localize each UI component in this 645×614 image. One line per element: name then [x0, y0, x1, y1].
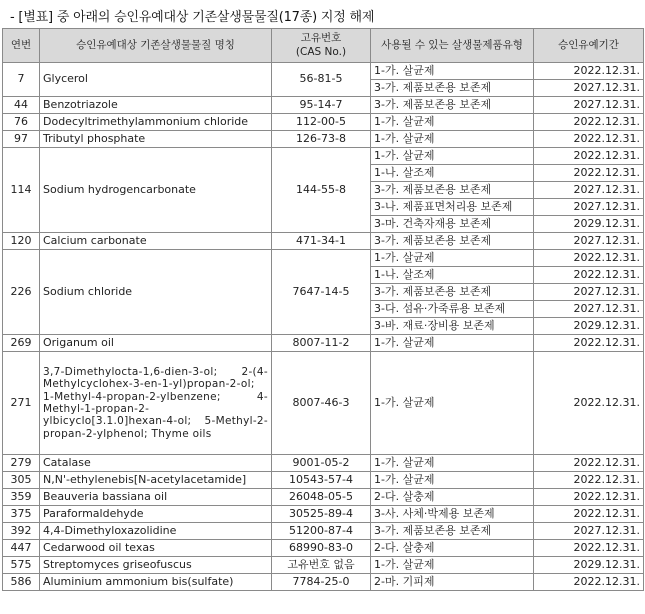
cell-no: 269 [3, 335, 40, 352]
cell-substance-name: Sodium hydrogencarbonate [40, 148, 272, 233]
cell-deferral-date: 2027.12.31. [534, 233, 644, 250]
page-title: - [별표] 중 아래의 승인유예대상 기존살생물물질(17종) 지정 해제 [10, 10, 375, 25]
cell-substance-name: Beauveria bassiana oil [40, 489, 272, 506]
cell-product-type: 1-가. 살균제 [371, 352, 534, 455]
cell-product-type: 1-가. 살균제 [371, 63, 534, 80]
table-row [3, 233, 644, 250]
table-row [3, 489, 644, 506]
cell-product-type: 1-가. 살균제 [371, 335, 534, 352]
cell-cas-number: 26048-05-5 [272, 489, 371, 506]
cell-no: 114 [3, 148, 40, 233]
cell-product-type: 1-가. 살균제 [371, 131, 534, 148]
cell-no: 447 [3, 540, 40, 557]
cell-deferral-date: 2029.12.31. [534, 318, 644, 335]
cell-cas-number: 8007-11-2 [272, 335, 371, 352]
cell-cas-number: 9001-05-2 [272, 455, 371, 472]
cell-product-type: 3-가. 제품보존용 보존제 [371, 523, 534, 540]
cell-cas-number: 고유번호 없음 [272, 557, 371, 574]
cell-product-type: 2-마. 기피제 [371, 574, 534, 591]
cell-cas-number: 144-55-8 [272, 148, 371, 233]
header-date: 승인유예기간 [534, 29, 644, 63]
cell-product-type: 3-다. 섬유·가죽류용 보존제 [371, 301, 534, 318]
cell-product-type: 1-가. 살균제 [371, 557, 534, 574]
header-cas-line2: (CAS No.) [295, 45, 347, 58]
cell-substance-name: Streptomyces griseofuscus [40, 557, 272, 574]
cell-deferral-date: 2022.12.31. [534, 148, 644, 165]
table-row [3, 540, 644, 557]
cell-substance-name: Tributyl phosphate [40, 131, 272, 148]
cell-no: 44 [3, 97, 40, 114]
table-row [3, 131, 644, 148]
cell-product-type: 1-나. 살조제 [371, 267, 534, 284]
table-row [3, 472, 644, 489]
substance-table [2, 28, 644, 591]
cell-deferral-date: 2027.12.31. [534, 523, 644, 540]
cell-deferral-date: 2022.12.31. [534, 131, 644, 148]
cell-no: 7 [3, 63, 40, 97]
table-row [3, 523, 644, 540]
header-cas-line1: 고유번호 [300, 32, 342, 45]
cell-substance-name: Aluminium ammonium bis(sulfate) [40, 574, 272, 591]
cell-no: 226 [3, 250, 40, 335]
cell-deferral-date: 2022.12.31. [534, 267, 644, 284]
cell-deferral-date: 2022.12.31. [534, 250, 644, 267]
table-row [3, 97, 644, 114]
cell-no: 279 [3, 455, 40, 472]
cell-deferral-date: 2027.12.31. [534, 80, 644, 97]
cell-product-type: 1-가. 살균제 [371, 455, 534, 472]
cell-deferral-date: 2022.12.31. [534, 574, 644, 591]
cell-no: 271 [3, 352, 40, 455]
cell-substance-name: Origanum oil [40, 335, 272, 352]
cell-deferral-date: 2027.12.31. [534, 301, 644, 318]
cell-no: 97 [3, 131, 40, 148]
cell-product-type: 3-바. 재료·장비용 보존제 [371, 318, 534, 335]
cell-substance-name: Catalase [40, 455, 272, 472]
cell-product-type: 2-다. 살충제 [371, 489, 534, 506]
cell-product-type: 3-마. 건축자재용 보존제 [371, 216, 534, 233]
table-row [3, 114, 644, 131]
cell-substance-name: 4,4-Dimethyloxazolidine [40, 523, 272, 540]
cell-product-type: 3-가. 제품보존용 보존제 [371, 233, 534, 250]
cell-no: 375 [3, 506, 40, 523]
table-row [3, 506, 644, 523]
table-row [3, 455, 644, 472]
header-type: 사용될 수 있는 살생물제품유형 [371, 29, 534, 63]
table-body [3, 63, 644, 591]
table-row [3, 557, 644, 574]
cell-cas-number: 51200-87-4 [272, 523, 371, 540]
cell-substance-name: Dodecyltrimethylammonium chloride [40, 114, 272, 131]
table-row [3, 148, 644, 165]
cell-cas-number: 112-00-5 [272, 114, 371, 131]
cell-product-type: 3-가. 제품보존용 보존제 [371, 284, 534, 301]
cell-deferral-date: 2022.12.31. [534, 165, 644, 182]
cell-cas-number: 8007-46-3 [272, 352, 371, 455]
cell-substance-name: Sodium chloride [40, 250, 272, 335]
cell-product-type: 3-사. 사체·박제용 보존제 [371, 506, 534, 523]
cell-deferral-date: 2022.12.31. [534, 352, 644, 455]
cell-deferral-date: 2022.12.31. [534, 114, 644, 131]
cell-deferral-date: 2029.12.31. [534, 216, 644, 233]
cell-cas-number: 7784-25-0 [272, 574, 371, 591]
cell-deferral-date: 2022.12.31. [534, 335, 644, 352]
table-row [3, 352, 644, 455]
table-row [3, 250, 644, 267]
header-name: 승인유예대상 기존살생물물질 명칭 [40, 29, 272, 63]
cell-cas-number: 68990-83-0 [272, 540, 371, 557]
cell-no: 76 [3, 114, 40, 131]
cell-cas-number: 471-34-1 [272, 233, 371, 250]
cell-cas-number: 30525-89-4 [272, 506, 371, 523]
table-row [3, 335, 644, 352]
cell-cas-number: 7647-14-5 [272, 250, 371, 335]
cell-product-type: 3-가. 제품보존용 보존제 [371, 182, 534, 199]
cell-deferral-date: 2022.12.31. [534, 540, 644, 557]
cell-product-type: 1-가. 살균제 [371, 250, 534, 267]
cell-substance-name: Benzotriazole [40, 97, 272, 114]
header-no: 연번 [3, 29, 40, 63]
cell-product-type: 2-다. 살충제 [371, 540, 534, 557]
cell-product-type: 1-가. 살균제 [371, 114, 534, 131]
cell-substance-name: N,N'-ethylenebis[N-acetylacetamide] [40, 472, 272, 489]
cell-substance-name: Glycerol [40, 63, 272, 97]
cell-substance-name: Paraformaldehyde [40, 506, 272, 523]
cell-deferral-date: 2027.12.31. [534, 182, 644, 199]
cell-product-type: 3-가. 제품보존용 보존제 [371, 97, 534, 114]
cell-deferral-date: 2022.12.31. [534, 489, 644, 506]
cell-deferral-date: 2022.12.31. [534, 63, 644, 80]
cell-deferral-date: 2029.12.31. [534, 557, 644, 574]
cell-deferral-date: 2027.12.31. [534, 199, 644, 216]
cell-no: 392 [3, 523, 40, 540]
cell-deferral-date: 2027.12.31. [534, 284, 644, 301]
cell-product-type: 3-가. 제품보존용 보존제 [371, 80, 534, 97]
cell-product-type: 1-나. 살조제 [371, 165, 534, 182]
cell-no: 586 [3, 574, 40, 591]
cell-product-type: 1-가. 살균제 [371, 148, 534, 165]
cell-cas-number: 95-14-7 [272, 97, 371, 114]
cell-deferral-date: 2027.12.31. [534, 97, 644, 114]
cell-substance-name: Cedarwood oil texas [40, 540, 272, 557]
table-header-row [3, 29, 644, 63]
cell-deferral-date: 2022.12.31. [534, 455, 644, 472]
table-row [3, 63, 644, 80]
cell-cas-number: 56-81-5 [272, 63, 371, 97]
cell-cas-number: 10543-57-4 [272, 472, 371, 489]
cell-cas-number: 126-73-8 [272, 131, 371, 148]
cell-no: 305 [3, 472, 40, 489]
cell-no: 120 [3, 233, 40, 250]
cell-no: 359 [3, 489, 40, 506]
cell-deferral-date: 2022.12.31. [534, 506, 644, 523]
cell-substance-name: Calcium carbonate [40, 233, 272, 250]
cell-deferral-date: 2022.12.31. [534, 472, 644, 489]
table-row [3, 574, 644, 591]
cell-product-type: 1-가. 살균제 [371, 472, 534, 489]
cell-substance-name: 3,7-Dimethylocta-1,6-dien-3-ol; 2-(4-Methylcyclohex-3-en-1-yl)propan-2-ol; 1-Methyl-4-propan-2-ylbenzene; 4-Methyl-1-propan-2-ylbicyclo[3.1.0]hexan-4-ol; 5-Methyl-2-propan-2-ylphenol; Thyme oils [40, 352, 272, 455]
header-cas [272, 29, 371, 63]
cell-no: 575 [3, 557, 40, 574]
cell-product-type: 3-나. 제품표면처리용 보존제 [371, 199, 534, 216]
